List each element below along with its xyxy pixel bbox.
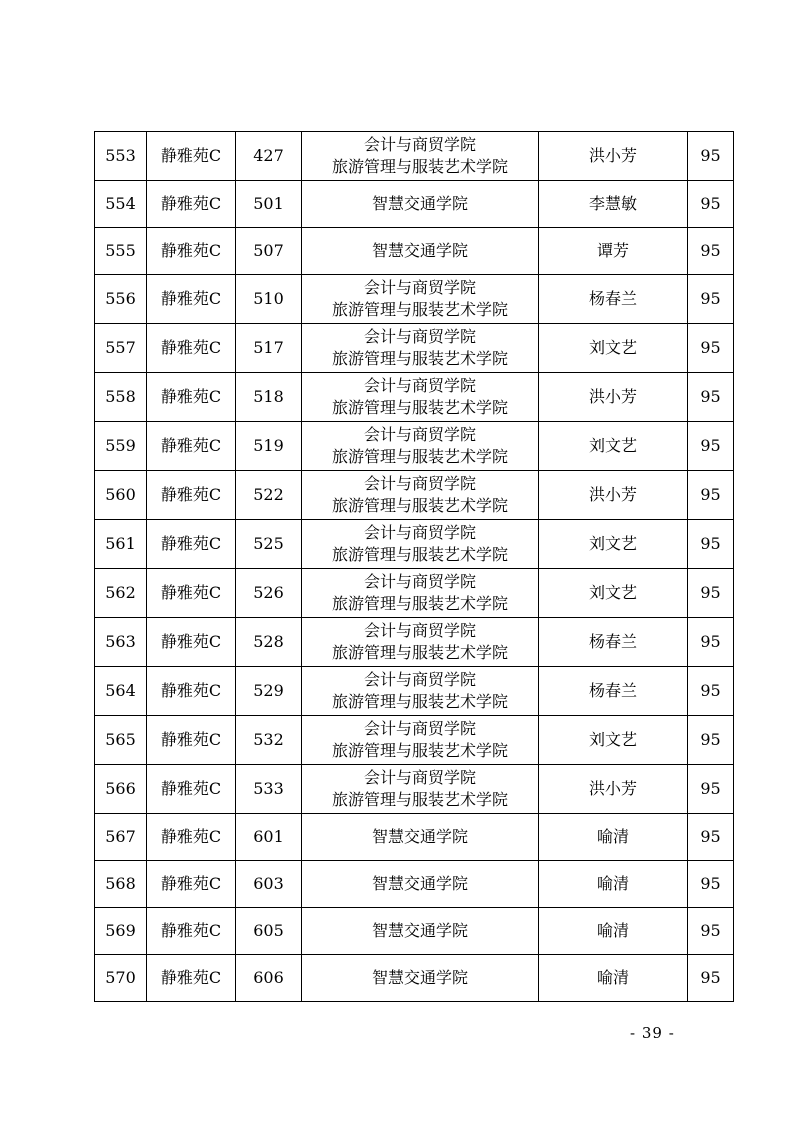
teacher-cell: 李慧敏 [539, 181, 688, 228]
no-cell: 562 [95, 569, 147, 618]
building-cell: 静雅苑C [147, 955, 236, 1002]
score-cell: 95 [688, 814, 734, 861]
no-cell: 564 [95, 667, 147, 716]
table-row [95, 955, 734, 1002]
college-cell [302, 716, 539, 765]
no-cell: 556 [95, 275, 147, 324]
no-cell: 555 [95, 228, 147, 275]
building-cell: 静雅苑C [147, 471, 236, 520]
table-row [95, 324, 734, 373]
building-cell: 静雅苑C [147, 861, 236, 908]
college-cell [302, 955, 539, 1002]
no-cell: 560 [95, 471, 147, 520]
building-cell: 静雅苑C [147, 765, 236, 814]
no-cell: 568 [95, 861, 147, 908]
teacher-cell: 杨春兰 [539, 275, 688, 324]
building-cell: 静雅苑C [147, 716, 236, 765]
table-row [95, 520, 734, 569]
college-name: 旅游管理与服装艺术学院 [331, 300, 508, 319]
room-cell: 507 [236, 228, 302, 275]
college-name: 智慧交通学院 [371, 241, 468, 260]
college-name: 会计与商贸学院 [363, 474, 476, 493]
teacher-cell: 洪小芳 [539, 373, 688, 422]
room-cell: 526 [236, 569, 302, 618]
dormitory-score-table [94, 131, 734, 1002]
college-name: 旅游管理与服装艺术学院 [331, 594, 508, 613]
no-cell: 554 [95, 181, 147, 228]
table-row [95, 814, 734, 861]
college-name: 智慧交通学院 [371, 827, 468, 846]
no-cell: 558 [95, 373, 147, 422]
teacher-cell: 谭芳 [539, 228, 688, 275]
teacher-cell: 杨春兰 [539, 618, 688, 667]
college-name: 旅游管理与服装艺术学院 [331, 398, 508, 417]
building-cell: 静雅苑C [147, 520, 236, 569]
score-cell: 95 [688, 765, 734, 814]
college-cell [302, 373, 539, 422]
table-row [95, 618, 734, 667]
table-row [95, 716, 734, 765]
college-name: 智慧交通学院 [371, 921, 468, 940]
college-cell [302, 181, 539, 228]
no-cell: 565 [95, 716, 147, 765]
room-cell: 510 [236, 275, 302, 324]
college-cell [302, 765, 539, 814]
score-cell: 95 [688, 228, 734, 275]
college-name: 旅游管理与服装艺术学院 [331, 349, 508, 368]
college-name: 旅游管理与服装艺术学院 [331, 643, 508, 662]
building-cell: 静雅苑C [147, 275, 236, 324]
score-cell: 95 [688, 520, 734, 569]
no-cell: 557 [95, 324, 147, 373]
college-name: 旅游管理与服装艺术学院 [331, 545, 508, 564]
score-cell: 95 [688, 908, 734, 955]
table-row [95, 667, 734, 716]
college-name: 智慧交通学院 [371, 194, 468, 213]
score-cell: 95 [688, 861, 734, 908]
score-cell: 95 [688, 373, 734, 422]
room-cell: 532 [236, 716, 302, 765]
college-name: 会计与商贸学院 [363, 670, 476, 689]
teacher-cell: 洪小芳 [539, 765, 688, 814]
table-row [95, 908, 734, 955]
score-cell: 95 [688, 275, 734, 324]
college-cell [302, 228, 539, 275]
room-cell: 529 [236, 667, 302, 716]
college-name: 会计与商贸学院 [363, 523, 476, 542]
building-cell: 静雅苑C [147, 569, 236, 618]
room-cell: 528 [236, 618, 302, 667]
college-name: 会计与商贸学院 [363, 278, 476, 297]
college-name: 会计与商贸学院 [363, 425, 476, 444]
room-cell: 522 [236, 471, 302, 520]
score-cell: 95 [688, 667, 734, 716]
college-name: 会计与商贸学院 [363, 572, 476, 591]
table-row [95, 422, 734, 471]
building-cell: 静雅苑C [147, 422, 236, 471]
page-number: - 39 - [630, 1024, 675, 1042]
college-name: 会计与商贸学院 [363, 327, 476, 346]
college-cell [302, 569, 539, 618]
score-cell: 95 [688, 181, 734, 228]
room-cell: 525 [236, 520, 302, 569]
college-name: 旅游管理与服装艺术学院 [331, 496, 508, 515]
teacher-cell: 洪小芳 [539, 471, 688, 520]
college-name: 智慧交通学院 [371, 874, 468, 893]
teacher-cell: 洪小芳 [539, 132, 688, 181]
building-cell: 静雅苑C [147, 814, 236, 861]
teacher-cell: 刘文艺 [539, 422, 688, 471]
no-cell: 567 [95, 814, 147, 861]
room-cell: 603 [236, 861, 302, 908]
score-cell: 95 [688, 955, 734, 1002]
teacher-cell: 刘文艺 [539, 716, 688, 765]
college-cell [302, 422, 539, 471]
building-cell: 静雅苑C [147, 908, 236, 955]
college-cell [302, 275, 539, 324]
room-cell: 605 [236, 908, 302, 955]
college-name: 会计与商贸学院 [363, 719, 476, 738]
no-cell: 559 [95, 422, 147, 471]
table-row [95, 373, 734, 422]
room-cell: 518 [236, 373, 302, 422]
teacher-cell: 刘文艺 [539, 324, 688, 373]
no-cell: 563 [95, 618, 147, 667]
teacher-cell: 刘文艺 [539, 569, 688, 618]
teacher-cell: 喻清 [539, 955, 688, 1002]
college-cell [302, 471, 539, 520]
building-cell: 静雅苑C [147, 324, 236, 373]
table-row [95, 861, 734, 908]
building-cell: 静雅苑C [147, 667, 236, 716]
teacher-cell: 杨春兰 [539, 667, 688, 716]
no-cell: 553 [95, 132, 147, 181]
college-cell [302, 908, 539, 955]
no-cell: 561 [95, 520, 147, 569]
college-name: 会计与商贸学院 [363, 135, 476, 154]
table-row [95, 228, 734, 275]
table-row [95, 765, 734, 814]
college-name: 智慧交通学院 [371, 968, 468, 987]
teacher-cell: 喻清 [539, 814, 688, 861]
building-cell: 静雅苑C [147, 132, 236, 181]
score-cell: 95 [688, 132, 734, 181]
building-cell: 静雅苑C [147, 181, 236, 228]
room-cell: 601 [236, 814, 302, 861]
table-row [95, 132, 734, 181]
score-cell: 95 [688, 471, 734, 520]
room-cell: 501 [236, 181, 302, 228]
score-cell: 95 [688, 716, 734, 765]
table-body [95, 132, 734, 1002]
no-cell: 570 [95, 955, 147, 1002]
building-cell: 静雅苑C [147, 618, 236, 667]
teacher-cell: 喻清 [539, 861, 688, 908]
no-cell: 569 [95, 908, 147, 955]
college-cell [302, 861, 539, 908]
college-name: 旅游管理与服装艺术学院 [331, 447, 508, 466]
college-cell [302, 520, 539, 569]
score-cell: 95 [688, 618, 734, 667]
college-name: 会计与商贸学院 [363, 768, 476, 787]
room-cell: 517 [236, 324, 302, 373]
score-cell: 95 [688, 422, 734, 471]
table-row [95, 275, 734, 324]
room-cell: 533 [236, 765, 302, 814]
building-cell: 静雅苑C [147, 228, 236, 275]
room-cell: 427 [236, 132, 302, 181]
table-row [95, 569, 734, 618]
no-cell: 566 [95, 765, 147, 814]
college-name: 旅游管理与服装艺术学院 [331, 790, 508, 809]
building-cell: 静雅苑C [147, 373, 236, 422]
college-name: 会计与商贸学院 [363, 621, 476, 640]
college-cell [302, 667, 539, 716]
room-cell: 606 [236, 955, 302, 1002]
college-name: 旅游管理与服装艺术学院 [331, 692, 508, 711]
teacher-cell: 刘文艺 [539, 520, 688, 569]
college-name: 会计与商贸学院 [363, 376, 476, 395]
college-cell [302, 814, 539, 861]
score-cell: 95 [688, 569, 734, 618]
teacher-cell: 喻清 [539, 908, 688, 955]
score-cell: 95 [688, 324, 734, 373]
table-row [95, 181, 734, 228]
room-cell: 519 [236, 422, 302, 471]
college-cell [302, 324, 539, 373]
college-name: 旅游管理与服装艺术学院 [331, 157, 508, 176]
table-row [95, 471, 734, 520]
college-cell [302, 618, 539, 667]
college-name: 旅游管理与服装艺术学院 [331, 741, 508, 760]
college-cell [302, 132, 539, 181]
